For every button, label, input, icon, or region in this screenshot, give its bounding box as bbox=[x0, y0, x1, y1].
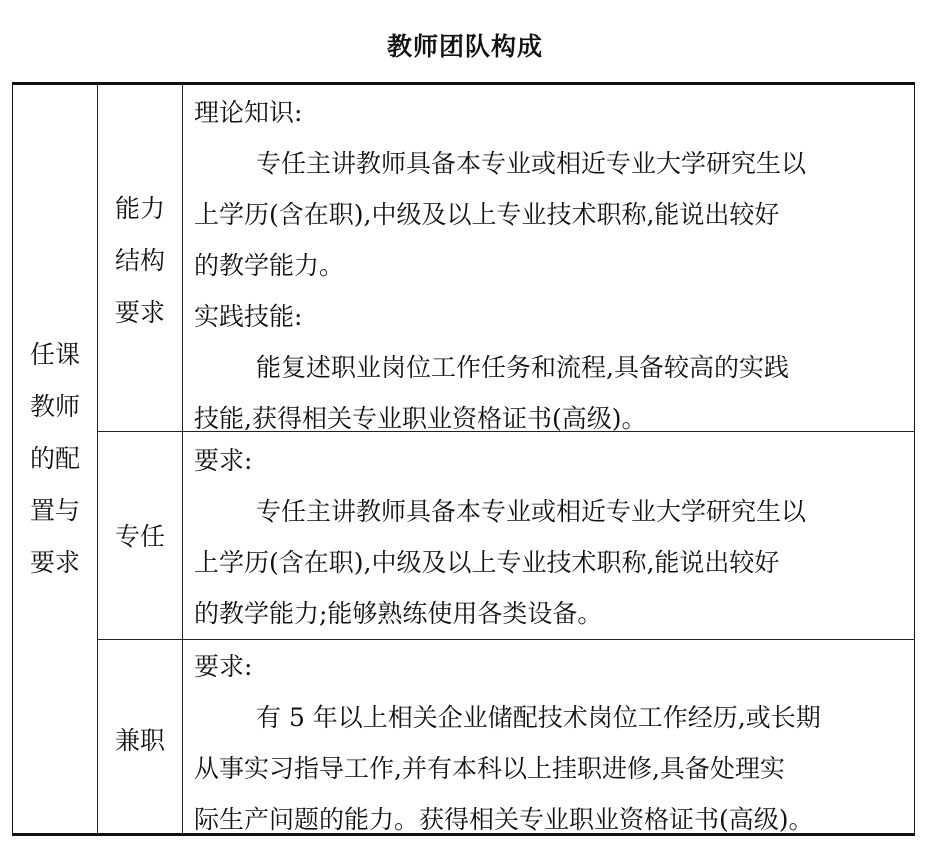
paragraph-line: 上学历(含在职),中级及以上专业技术职称,能说出较好 bbox=[194, 200, 780, 229]
paragraph-line: 有 5 年以上相关企业储配技术岗位工作经历,或长期 bbox=[256, 703, 821, 732]
column-divider bbox=[182, 85, 183, 833]
paragraph-line: 专任主讲教师具备本专业或相近专业大学研究生以 bbox=[256, 149, 807, 178]
subheading: 理论知识: bbox=[194, 98, 303, 127]
paragraph-line: 际生产问题的能力。获得相关专业职业资格证书(高级)。 bbox=[194, 805, 814, 834]
row-label-line: 能力 bbox=[114, 194, 165, 223]
subheading: 实践技能: bbox=[194, 302, 303, 331]
category-label-line: 的配 bbox=[29, 444, 80, 473]
page-title: 教师团队构成 bbox=[386, 32, 543, 61]
category-label-line: 任课 bbox=[29, 340, 80, 369]
subheading: 要求: bbox=[194, 652, 253, 681]
row-label-line: 要求 bbox=[114, 298, 165, 327]
row-label-line: 专任 bbox=[114, 522, 165, 551]
fulltime-requirements-text bbox=[194, 435, 914, 639]
category-label-line: 教师 bbox=[29, 392, 80, 421]
row-label-ability bbox=[98, 183, 182, 339]
parttime-requirements-text bbox=[194, 641, 914, 845]
paragraph-line: 技能,获得相关专业职业资格证书(高级)。 bbox=[194, 404, 647, 433]
paragraph-line: 专任主讲教师具备本专业或相近专业大学研究生以 bbox=[256, 497, 807, 526]
category-label-line: 要求 bbox=[29, 548, 80, 577]
row-divider bbox=[97, 639, 915, 640]
teacher-team-table bbox=[12, 82, 915, 836]
paragraph-line: 的教学能力。 bbox=[194, 251, 345, 280]
row-label-parttime bbox=[98, 715, 182, 767]
subheading: 要求: bbox=[194, 446, 253, 475]
paragraph-line: 上学历(含在职),中级及以上专业技术职称,能说出较好 bbox=[194, 548, 780, 577]
category-label bbox=[13, 329, 97, 589]
category-label-line: 置与 bbox=[29, 496, 80, 525]
row-label-line: 结构 bbox=[114, 246, 165, 275]
paragraph-line: 的教学能力;能够熟练使用各类设备。 bbox=[194, 599, 603, 628]
paragraph-line: 能复述职业岗位工作任务和流程,具备较高的实践 bbox=[256, 353, 789, 382]
ability-requirements-text bbox=[194, 87, 914, 444]
row-label-line: 兼职 bbox=[114, 726, 165, 755]
row-label-fulltime bbox=[98, 511, 182, 563]
paragraph-line: 从事实习指导工作,并有本科以上挂职进修,具备处理实 bbox=[194, 754, 785, 783]
